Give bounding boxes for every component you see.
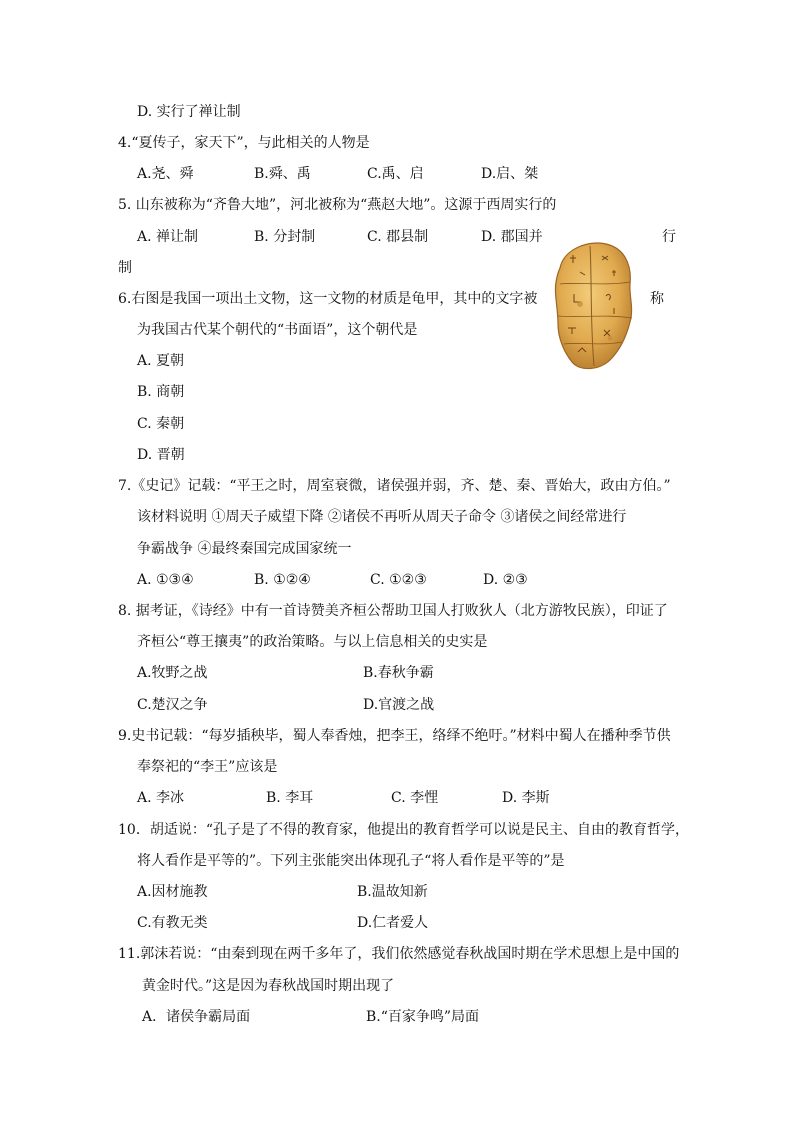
q10-stem-line1: 10．胡适说：“孔子是了不得的教育家，他提出的教育哲学可以说是民主、自由的教育哲学， [118, 822, 689, 838]
q11-stem-line2: 黄金时代。”这是因为春秋战国时期出现了 [142, 978, 395, 994]
q8-option-c: C.楚汉之争 [137, 697, 208, 713]
q6-stem-line2: 为我国古代某个朝代的“书面语”，这个朝代是 [137, 322, 418, 338]
q8-option-d: D.官渡之战 [363, 697, 435, 713]
q8-stem-line2: 齐桓公“尊王攘夷”的政治策略。与以上信息相关的史实是 [137, 634, 488, 650]
q6-option-b: B. 商朝 [137, 384, 185, 400]
q6-option-c: C. 秦朝 [137, 416, 185, 432]
q10-option-d: D.仁者爱人 [357, 915, 429, 931]
q7-option-b: B. ①②④ [254, 572, 311, 588]
oracle-bone-image [550, 238, 636, 374]
q7-stem-line3: 争霸战争 ④最终秦国完成国家统一 [137, 541, 352, 557]
q9-option-c: C. 李悝 [391, 790, 439, 806]
q6-stem-tail: 称 [650, 291, 664, 307]
q9-stem-line1: 9.史书记载：“每岁插秧毕，蜀人奉香烛，把李王，络绎不绝吁。”材料中蜀人在播种季节供 [118, 728, 671, 744]
q4-option-d: D.启、桀 [481, 166, 539, 182]
q6-option-d: D. 晋朝 [137, 447, 185, 463]
q9-stem-line2: 奉祭祀的“李王”应该是 [137, 759, 278, 775]
q7-option-c: C. ①②③ [370, 572, 427, 588]
q4-option-c: C.禹、启 [367, 166, 424, 182]
q11-stem-line1: 11.郭沫若说：“由秦到现在两千多年了，我们依然感觉春秋战国时期在学术思想上是中国的 [118, 946, 680, 962]
q5-stem: 5. 山东被称为“齐鲁大地”，河北被称为“燕赵大地”。这源于西周实行的 [118, 197, 557, 213]
q3-option-d: D. 实行了禅让制 [137, 104, 241, 120]
q8-option-b: B.春秋争霸 [363, 665, 434, 681]
q6-option-a: A. 夏朝 [137, 353, 185, 369]
q11-option-b: B.“百家争鸣”局面 [366, 1009, 480, 1025]
q9-option-d: D. 李斯 [502, 790, 550, 806]
q7-option-a: A. ①③④ [137, 572, 194, 588]
q9-option-a: A. 李冰 [137, 790, 185, 806]
q9-option-b: B. 李耳 [266, 790, 314, 806]
q4-option-b: B.舜、禹 [254, 166, 311, 182]
q4-stem: 4.“夏传子，家天下”，与此相关的人物是 [118, 135, 370, 151]
q7-stem-line1: 7.《史记》记载：“平王之时，周室衰微，诸侯强并弱，齐、楚、秦、晋始大，政由方伯。” [118, 478, 671, 494]
q10-option-b: B.温故知新 [357, 884, 428, 900]
q5-option-b: B. 分封制 [254, 229, 316, 245]
q11-option-a: A．诸侯争霸局面 [142, 1009, 251, 1025]
q5-option-c: C. 郡县制 [367, 229, 429, 245]
q10-stem-line2: 将人看作是平等的”。下列主张能突出体现孔子“将人看作是平等的”是 [137, 853, 565, 869]
q7-stem-line2: 该材料说明 ①周天子威望下降 ②诸侯不再听从周天子命令 ③诸侯之间经常进行 [137, 509, 627, 525]
q5-wrap: 制 [118, 260, 132, 276]
q8-option-a: A.牧野之战 [137, 665, 208, 681]
q10-option-a: A.因材施教 [137, 884, 208, 900]
q4-option-a: A.尧、舜 [137, 166, 194, 182]
q7-option-d: D. ②③ [483, 572, 528, 588]
q5-option-a: A. 禅让制 [137, 229, 199, 245]
q5-tail: 行 [662, 229, 676, 245]
q5-option-d: D. 郡国并 [481, 229, 543, 245]
q10-option-c: C.有教无类 [137, 915, 208, 931]
q6-stem-line1: 6.右图是我国一项出土文物，这一文物的材质是龟甲，其中的文字被 [118, 291, 538, 307]
q8-stem-line1: 8. 据考证，《诗经》中有一首诗赞美齐桓公帮助卫国人打败狄人（北方游牧民族），印证了 [118, 603, 668, 619]
